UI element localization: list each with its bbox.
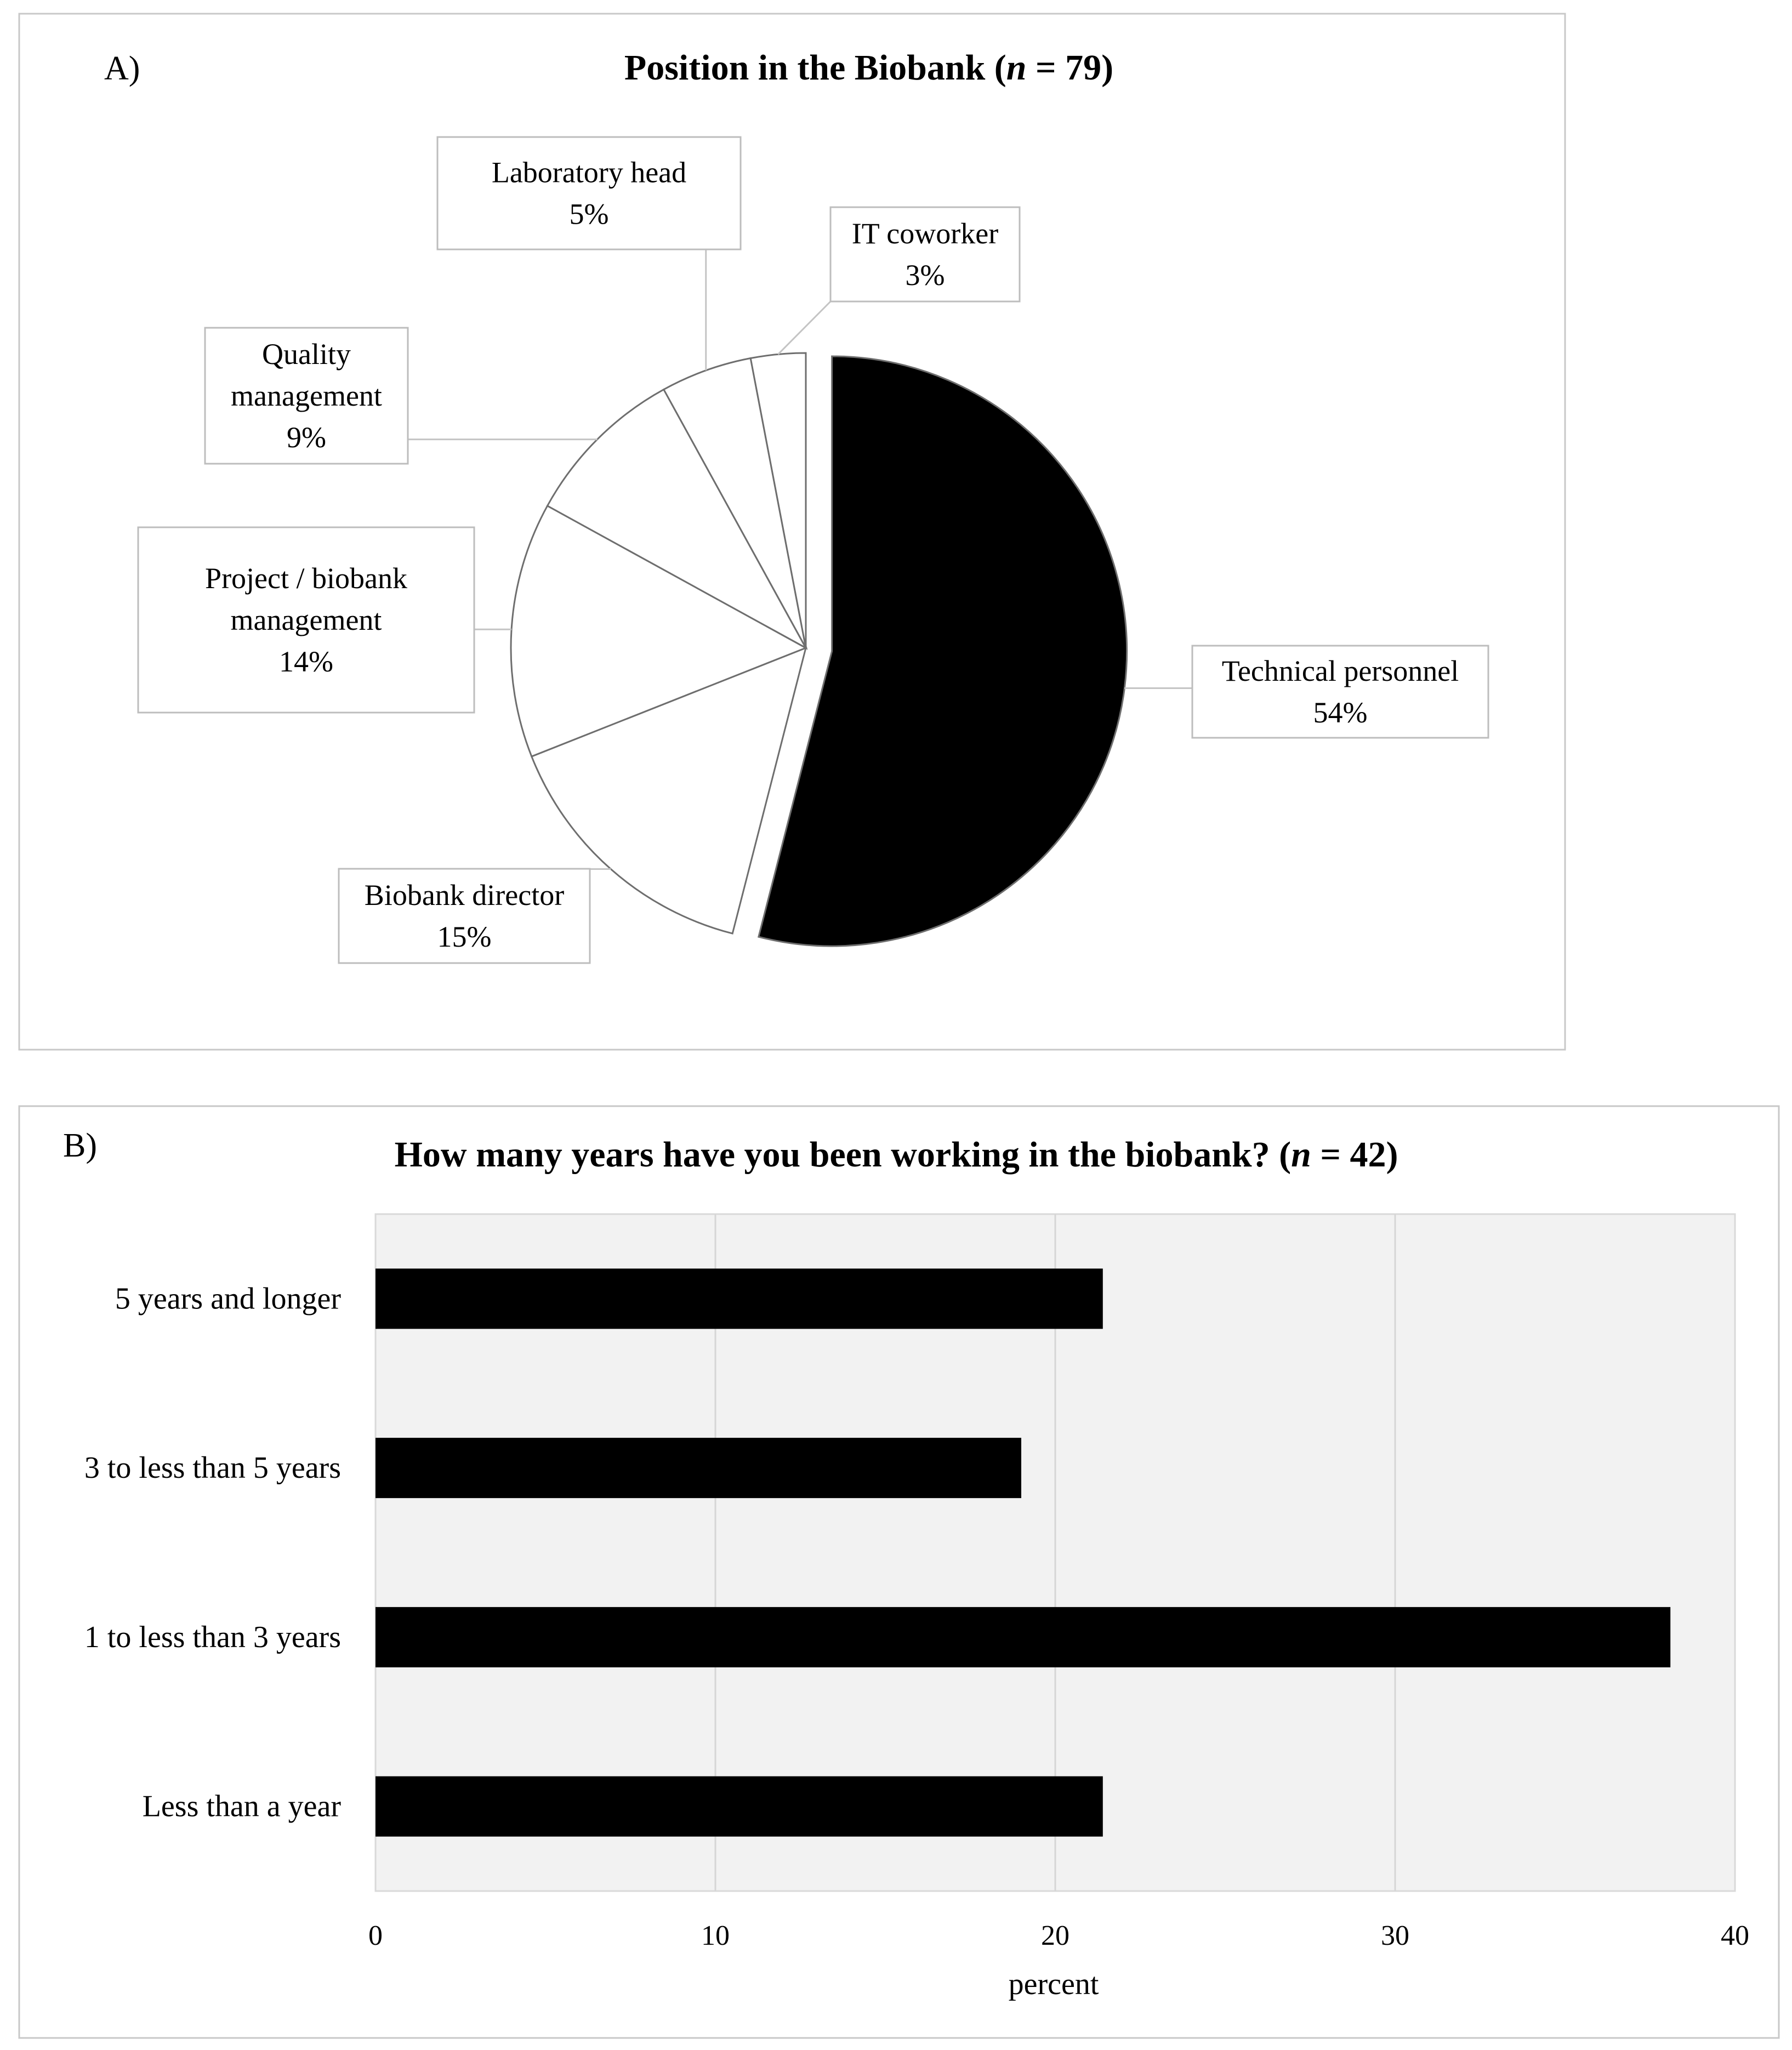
callout-biobank-director: [339, 869, 590, 963]
callout-label: Quality: [262, 338, 351, 371]
callout-label: management: [231, 379, 382, 412]
x-tick-label-20: 20: [1041, 1920, 1069, 1951]
bar-3-to-less-than-5-years: [376, 1438, 1021, 1498]
bar-chart-title-n-symbol: n: [1291, 1135, 1311, 1175]
bar-chart-title-n: 42: [1350, 1135, 1386, 1175]
callout-project-biobank-management: [138, 527, 474, 713]
callout-value: 5%: [569, 197, 609, 231]
category-label-less-than-a-year: Less than a year: [142, 1789, 341, 1824]
x-tick-label-0: 0: [368, 1920, 383, 1951]
callout-label: Project / biobank: [205, 562, 407, 595]
panel-a-pie-chart: [19, 14, 1565, 1050]
callout-it-coworker: [830, 207, 1020, 301]
callout-value: 15%: [437, 920, 492, 953]
callout-value: 14%: [279, 645, 333, 678]
pie-chart-title-eq: =: [1026, 48, 1066, 88]
bar-chart-title: [395, 1135, 1398, 1175]
pie-chart-title: [624, 48, 1113, 88]
x-axis-title: percent: [1008, 1967, 1099, 2001]
callout-label: management: [230, 603, 382, 636]
callout-quality-management: [205, 328, 408, 464]
bar-less-than-a-year: [376, 1776, 1103, 1837]
bar-chart-title-eq: =: [1311, 1135, 1350, 1175]
callout-laboratory-head: [437, 137, 741, 249]
bar-chart-title-text: How many years have you been working in the biobank?: [394, 1135, 1270, 1175]
callout-technical-personnel: [1192, 646, 1488, 738]
x-tick-label-30: 30: [1381, 1920, 1409, 1951]
panel-a-label: A): [104, 50, 140, 87]
bar-5-years-and-longer: [376, 1268, 1103, 1329]
callout-value: 54%: [1313, 696, 1368, 729]
pie-chart-title-n-symbol: n: [1006, 48, 1027, 88]
panel-b-label: B): [63, 1127, 97, 1164]
bar-1-to-less-than-3-years: [376, 1607, 1670, 1667]
callout-label: Biobank director: [364, 879, 565, 912]
category-label-3-to-less-than-5-years: 3 to less than 5 years: [84, 1451, 341, 1485]
x-tick-label-40: 40: [1721, 1920, 1749, 1951]
callout-label: IT coworker: [851, 217, 999, 250]
x-tick-label-10: 10: [701, 1920, 730, 1951]
pie-chart-title-text: Position in the Biobank: [624, 48, 986, 88]
callout-box: [437, 137, 741, 249]
callout-value: 9%: [287, 421, 326, 454]
bar-chart-title-paren-close: ): [1386, 1135, 1398, 1175]
callout-value: 3%: [905, 259, 945, 292]
category-label-1-to-less-than-3-years: 1 to less than 3 years: [84, 1620, 341, 1654]
panel-b-bar-chart: [19, 1106, 1779, 2038]
pie-chart-title-paren-close: ): [1101, 48, 1114, 88]
pie-chart-title-n: 79: [1065, 48, 1102, 88]
category-label-5-years-and-longer: 5 years and longer: [115, 1282, 341, 1316]
callout-label: Laboratory head: [491, 156, 687, 189]
bar-chart-title-paren-open: (: [1270, 1135, 1292, 1175]
pie-chart-title-paren-open: (: [985, 48, 1006, 88]
callout-label: Technical personnel: [1221, 654, 1459, 687]
